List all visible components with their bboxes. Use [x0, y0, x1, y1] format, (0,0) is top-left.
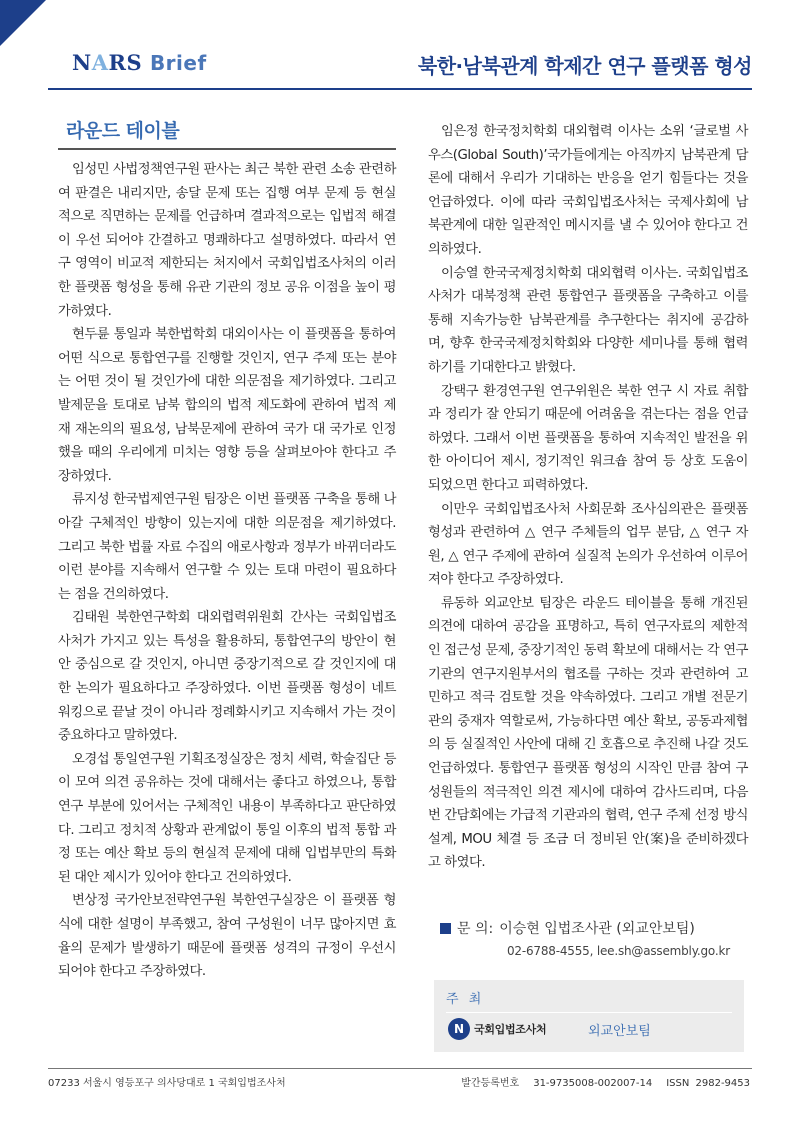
paragraph: 류동하 외교안보 팀장은 라운드 테이블을 통해 개진된 의견에 대하여 공감을 표명하고, 특히 연구자료의 제한적인 접근성 문제, 중장기적인 동력 확보에 대해서는 각 연구기관의 연구지원부서의 협조를 구하는 것과 관련하여 고민하고 적극 검토할 것을 약속하였다. 그리고 개별 전문기관의 중재자 역할로써, 가능하다면 예산 확보, 공동과제협의 등 실질적인 사안에 대해 긴 호흡으로 추진해 나갈 것도 언급하였다. 통합연구 플랫폼 형성의 시작인 만큼 참여 구성원들의 적극적인 의견 제시에 대하여 감사드리며, 다음번 간담회에는 가급적 기관과의 협력, 연구 주제 선정 방식설계, MOU 체결 등 조금 더 정비된 안(案)을 준비하겠다고 하였다.: [428, 595, 748, 871]
assembly-emblem-icon: N: [448, 1018, 470, 1040]
left-column: [58, 118, 396, 984]
paragraph: 변상정 국가안보전략연구원 북한연구실장은 이 플랫폼 형식에 대한 설명이 부족했고, 참여 구성원이 너무 많아지면 효율의 문제가 발생하기 때문에 플랫폼 성격의 규정이 우선시 되어야 한다고 주장하였다.: [58, 893, 396, 980]
footer-address: 07233 서울시 영등포구 의사당대로 1 국회입법조사처: [48, 1078, 286, 1089]
contact-detail: 02-6788-4555, lee.sh@assembly.go.kr: [507, 944, 730, 958]
section-divider: [58, 148, 396, 150]
host-divider: [446, 1012, 732, 1013]
host-title: 주 최: [446, 992, 485, 1007]
paragraph: 류지성 한국법제연구원 팀장은 이번 플랫폼 구축을 통해 나아갈 구체적인 방향이 있는지에 대한 의문점을 제기하였다. 그리고 북한 법률 자료 수집의 애로사항과 정부가 바뀌더라도 이런 분야를 지속해서 연구할 수 있는 토대 마련이 필요하다는 점을 건의하였다.: [58, 492, 396, 602]
paragraph: 현두륜 통일과 북한법학회 대외이사는 이 플랫폼을 통하여 어떤 식으로 통합연구를 진행할 것인지, 연구 주제 또는 분야는 어떤 것이 될 것인가에 대한 의문점을 제기하였다. 그리고 발제문을 토대로 남북 합의의 법적 제도화에 관하여 법적 제재 재논의의 필요성, 남북문제에 관하여 국가 대 국가로 인정했을 때의 우리에게 미치는 영향 등을 살펴보아야 한다고 주장하였다.: [58, 327, 396, 484]
contact-name: 이승현 입법조사관 (외교안보팀): [499, 921, 695, 937]
square-bullet-icon: [440, 923, 451, 934]
right-column: [428, 120, 748, 875]
paragraph: 김태원 북한연구학회 대외렵력위원회 간사는 국회입법조사처가 가지고 있는 특성을 활용하되, 통합연구의 방안이 현안 중심으로 갈 것인지, 아니면 중장기적으로 갈 것인지에 대한 논의가 필요하다고 주장하였다. 이번 플랫폼 형성이 네트워킹으로 끝날 것이 아니라 정례화시키고 지속해서 가는 것이 중요하다고 말하였다.: [58, 610, 396, 744]
contact-info: [440, 918, 760, 958]
reg-label: 발간등록번호: [461, 1078, 520, 1089]
footer-registration: [461, 1074, 750, 1089]
header-divider: [48, 88, 752, 90]
contact-label: 문 의:: [457, 921, 494, 937]
host-org-name: 국회입법조사처: [474, 1023, 547, 1036]
section-title: 라운드 테이블: [66, 120, 180, 142]
paragraph: 임성민 사법정책연구원 판사는 최근 북한 관련 소송 관련하여 판결은 내리지만, 송달 문제 또는 집행 여부 문제 등 현실적으로 직면하는 문제를 언급하며 결과적으로는 입법적 해결이 우선 되어야 간결하고 명쾌하다고 설명하였다. 따라서 연구 영역이 비교적 제한되는 처지에서 국회입법조사처의 이러한 플랫폼 형성을 통해 유관 기관의 정보 공유 이점을 높이 평가하였다.: [58, 162, 396, 319]
page-header-title: 북한·남북관계 학제간 연구 플랫폼 형성: [417, 54, 752, 78]
corner-decoration: [0, 0, 46, 46]
nars-brief-logo: NARS Brief: [72, 50, 207, 75]
host-team-name: 외교안보팀: [588, 1024, 651, 1039]
paragraph: 이만우 국회입법조사처 사회문화 조사심의관은 플랫폼 형성과 관련하여 △ 연구 주체들의 업무 분담, △ 연구 자원, △ 연구 주제에 관하여 실질적 논의가 우선하여 이루어져야 한다고 주장하였다.: [428, 501, 748, 588]
paragraph: 이승열 한국국제정치학회 대외협력 이사는. 국회입법조사처가 대북정책 관련 통합연구 플랫폼을 구축하고 이를 통해 지속가능한 남북관계를 추구한다는 취지에 공감하며, 향후 한국국제정치학회와 다양한 세미나를 통해 협력하기를 기대한다고 밝혔다.: [428, 265, 748, 375]
reg-number: 31-9735008-002007-14: [533, 1078, 653, 1089]
paragraph: 오경섭 통일연구원 기획조정실장은 정치 세력, 학술집단 등이 모여 의견 공유하는 것에 대해서는 좋다고 하였으나, 통합연구 부분에 있어서는 구체적인 내용이 부족하다고 판단하였다. 그리고 정치적 상황과 관계없이 통일 이후의 법적 통합 과정 또는 예산 확보 등의 현실적 문제에 대해 입법부만의 특화된 대안 제시가 있어야 한다고 건의하였다.: [58, 751, 396, 885]
host-box: [434, 980, 744, 1052]
paragraph: 강택구 환경연구원 연구위원은 북한 연구 시 자료 취합과 정리가 잘 안되기 때문에 어려움을 겪는다는 점을 언급하였다. 그래서 이번 플랫폼을 통하여 지속적인 발전을 위한 아이디어 제시, 정기적인 워크숍 참여 등 상호 도움이 되었으면 한다고 피력하였다.: [428, 383, 748, 493]
footer-divider: [48, 1068, 752, 1069]
paragraph: 임은정 한국정치학회 대외협력 이사는 소위 ‘글로벌 사우스(Global South)’국가들에게는 아직까지 남북관계 담론에 대해서 우리가 기대하는 반응을 얻기 힘들다는 것을 언급하였다. 이에 따라 국회입법조사처는 국제사회에 남북관계에 대한 일관적인 메시지를 낼 수 있어야 한다고 건의하였다.: [428, 124, 748, 257]
issn: ISSN 2982-9453: [666, 1078, 750, 1089]
